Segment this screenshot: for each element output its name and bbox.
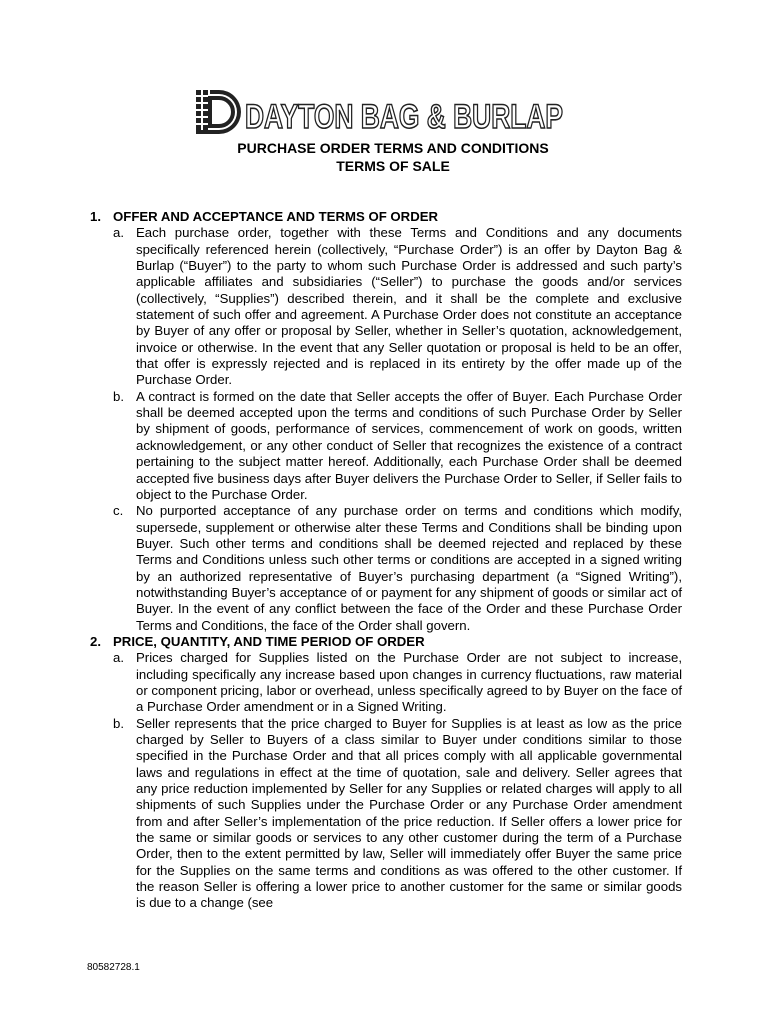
section-title: OFFER AND ACCEPTANCE AND TERMS OF ORDER (113, 209, 439, 224)
clause-letter: a. (113, 650, 124, 666)
section-2 (90, 634, 682, 912)
clause-text: A contract is formed on the date that Seller accepts the offer of Buyer. Each Purchase Order shall be deemed accepted upon the terms and conditions of such Purchase Order by Seller by shipment of goods, performance of services, commencement of work on goods, written acknowledgement, or any other conduct of Seller that recognizes the existence of a contract pertaining to the subject matter hereof. Additionally, each Purchase Order shall be deemed accepted five business days after Buyer delivers the Purchase Order to Seller, if Seller fails to object to the Purchase Order. (136, 388, 682, 502)
section-title: PRICE, QUANTITY, AND TIME PERIOD OF ORDER (113, 633, 425, 649)
page-title: PURCHASE ORDER TERMS AND CONDITIONS (237, 140, 549, 156)
logo-mark-icon (196, 90, 241, 134)
section-heading (90, 209, 682, 225)
clause (90, 503, 682, 634)
section-1 (90, 209, 682, 634)
logo-wordmark: DAYTON BAG & BURLAP (245, 98, 563, 136)
section-number: 1. (90, 209, 101, 224)
clause (90, 716, 682, 912)
clause-letter: b. (113, 388, 124, 404)
clause-letter: b. (113, 715, 124, 731)
clause-letter: c. (113, 503, 124, 519)
page-subtitle: TERMS OF SALE (336, 158, 450, 174)
clause-text: Each purchase order, together with these Terms and Conditions and any documents specifically referenced herein (collectively, “Purchase Order”) is an offer by Dayton Bag & Burlap (“Buyer”) to the party to whom such Purchase Order is addressed and such party’s applicable affiliates and subsidiaries (“Seller”) to purchase the goods and/or services (collectively, “Supplies”) described therein, and it shall be the complete and exclusive statement of such offer and agreement. A Purchase Order does not constitute an acceptance by Buyer of any offer or proposal by Seller, whether in Seller’s quotation, acknowledgement, invoice or otherwise. In the event that any Seller quotation or proposal is held to be an offer, that offer is expressly rejected and is replaced in its entirety by the offer made up of the Purchase Order. (136, 225, 682, 388)
clause-text: Seller represents that the price charged to Buyer for Supplies is at least as low as the price charged by Seller to Buyers of a class similar to Buyer under conditions similar to those specified in the Purchase Order and that all prices comply with all applicable governmental laws and regulations in effect at the time of quotation, sale and delivery. Seller agrees that any price reduction implemented by Seller for any Supplies or related charges will apply to all shipments of such Supplies under the Purchase Order or any Purchase Order amendment from and after Seller’s implementation of the price reduction. If Seller offers a lower price for the same or similar goods or services to any other customer during the term of a Purchase Order, then to the extent permitted by law, Seller will immediately offer Buyer the same price for the Supplies on the same terms and conditions as was offered to the other customer. If the reason Seller is offering a lower price to another customer for the same or similar goods is due to a change (see (136, 715, 682, 911)
company-logo (193, 88, 568, 138)
document-id: 80582728.1 (87, 962, 140, 973)
section-number: 2. (90, 633, 101, 649)
section-heading (90, 634, 682, 650)
terms-body (90, 209, 682, 912)
clause (90, 650, 682, 715)
clause (90, 389, 682, 503)
clause (90, 225, 682, 388)
clause-letter: a. (113, 225, 124, 241)
clause-text: No purported acceptance of any purchase order on terms and conditions which modify, supersede, supplement or otherwise alter these Terms and Conditions shall be binding upon Buyer. Such other terms and conditions shall be deemed rejected and replaced by these Terms and Conditions unless such other terms or conditions are accepted in a signed writing by an authorized representative of Buyer’s purchasing department (a “Signed Writing”), notwithstanding Buyer’s acceptance of or payment for any shipment of goods or similar act of Buyer. In the event of any conflict between the face of the Order and these Purchase Order Terms and Conditions, the face of the Order shall govern. (136, 503, 682, 633)
clause-text: Prices charged for Supplies listed on the Purchase Order are not subject to increase, including specifically any increase based upon changes in currency fluctuations, raw material or component pricing, labor or overhead, unless specifically agreed to by Buyer on the face of a Purchase Order amendment or in a Signed Writing. (136, 650, 682, 715)
